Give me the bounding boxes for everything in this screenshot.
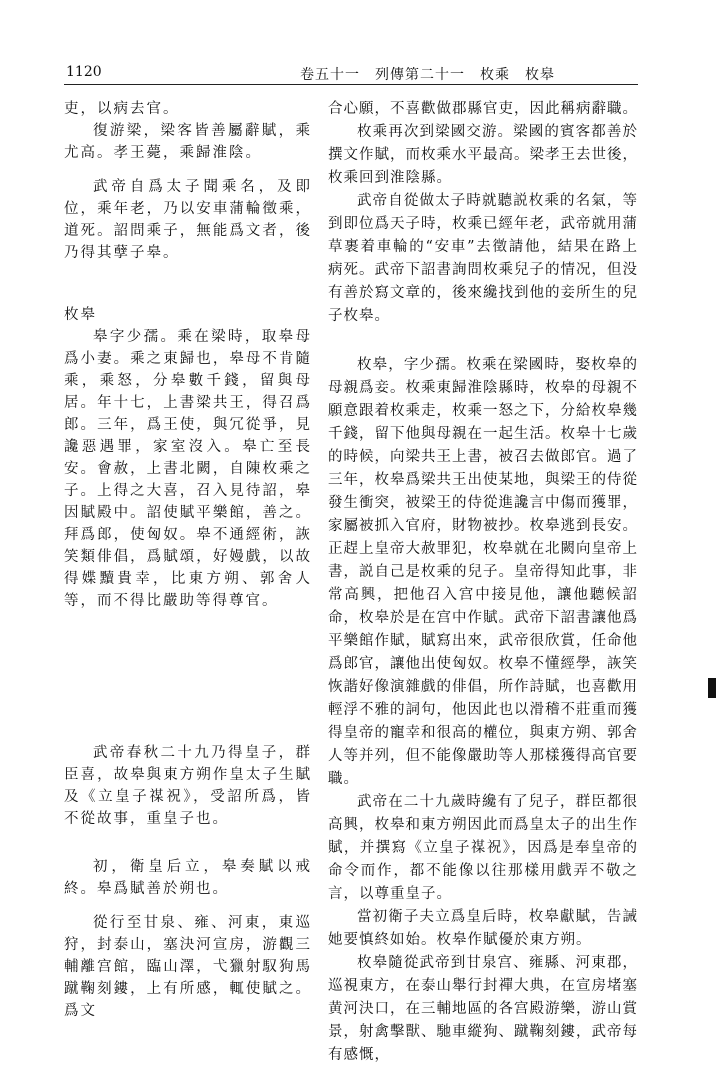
edge-mark <box>708 678 716 698</box>
classical-paragraph-7: 從行至甘泉、雍、河東，東巡狩，封泰山，塞決河宣房，游觀三輔離宫館，臨山澤，弋獵射馭狗馬蹴鞠刻鏤，上有所感，輒使賦之。爲文 <box>64 915 312 1019</box>
translation-paragraph-7: 枚皋隨從武帝到甘泉宫、雍縣、河東郡，巡視東方，在泰山舉行封禪大典，在宣房堵塞黄河決口，在三輔地區的各宫殿游樂，游山賞景，射禽擊獸、馳車縱狗、蹴鞠刻鏤，武帝每有感慨， <box>328 955 638 1063</box>
running-head: 卷五十一 列傳第二十一 枚乘 枚皋 <box>300 67 555 83</box>
classical-paragraph-1: 吏，以病去官。 <box>64 101 180 117</box>
section-title: 枚皋 <box>64 307 97 323</box>
classical-paragraph-5: 武帝春秋二十九乃得皇子，群臣喜，故皋與東方朔作皇太子生賦及《立皇子禖祝》，受詔所爲，皆不從故事，重皇子也。 <box>64 745 312 827</box>
header-rule <box>64 84 638 85</box>
page-number: 1120 <box>66 64 102 80</box>
translation-text-column <box>328 98 638 1067</box>
classical-paragraph-3: 武帝自爲太子聞乘名，及即位，乘年老，乃以安車蒲輪徵乘，道死。詔問乘子，無能爲文者，後乃得其孽子皋。 <box>64 179 312 261</box>
translation-paragraph-6: 當初衛子夫立爲皇后時，枚皋獻賦，告誡她要慎終如始。枚皋作賦優於東方朔。 <box>328 909 638 948</box>
translation-paragraph-1: 合心願，不喜歡做郡縣官吏，因此稱病辭職。 <box>328 101 638 117</box>
classical-paragraph-2: 復游梁，梁客皆善屬辭賦，乘尤高。孝王薨，乘歸淮陰。 <box>64 123 312 161</box>
translation-paragraph-4: 枚皋，字少孺。枚乘在梁國時，娶枚皋的母親爲妾。枚乘東歸淮陰縣時，枚皋的母親不願意跟着枚乘走，枚乘一怒之下，分給枚皋幾千錢，留下他與母親在一起生活。枚皋十七歲的時候，向梁共王上書，被召去做郎官。過了三年，枚皋爲梁共王出使某地，與梁王的侍從發生衝突，被梁王的侍從進讒言中傷而獲罪，家屬被抓入官府，財物被抄。枚皋逃到長安。正趕上皇帝大赦罪犯，枚皋就在北闕向皇帝上書，説自己是枚乘的兒子。皇帝得知此事，非常高興，把他召入宫中接見他，讓他聽候詔命，枚皋於是在宫中作賦。武帝下詔書讓他爲平樂館作賦，賦寫出來，武帝很欣賞，任命他爲郎官，讓他出使匈奴。枚皋不懂經學，詼笑恢諧好像演雜戲的俳倡，所作詩賦，也喜歡用輕浮不雅的詞句，他因此也以滑稽不莊重而獲得皇帝的寵幸和很高的權位，與東方朔、郭舍人等并列，但不能像嚴助等人那樣獲得高官要職。 <box>328 357 638 787</box>
translation-paragraph-3: 武帝自從做太子時就聽説枚乘的名氣，等到即位爲天子時，枚乘已經年老，武帝就用蒲草裹着車輪的“安車”去徵請他，結果在路上病死。武帝下詔書詢問枚乘兒子的情况，但没有善於寫文章的，後來纔找到他的妾所生的兒子枚皋。 <box>328 193 638 324</box>
classical-paragraph-6: 初，衛皇后立，皋奏賦以戒終。皋爲賦善於朔也。 <box>64 859 312 897</box>
translation-paragraph-2: 枚乘再次到梁國交游。梁國的賓客都善於撰文作賦，而枚乘水平最高。梁孝王去世後，枚乘回到淮陰縣。 <box>328 124 638 186</box>
translation-paragraph-5: 武帝在二十九歲時纔有了兒子，群臣都很高興，枚皋和東方朔因此而爲皇太子的出生作賦，并撰寫《立皇子禖祝》，因爲是奉皇帝的命令而作，都不能像以往那樣用戲弄不敬之言，以尊重皇子。 <box>328 794 638 902</box>
classical-paragraph-4: 皋字少孺。乘在梁時，取皋母爲小妻。乘之東歸也，皋母不肯隨乘，乘怒，分皋數千錢，留與母居。年十七，上書梁共王，得召爲郎。三年，爲王使，與冗從爭，見讒惡遇罪，家室沒入。皋亡至長安。會赦，上書北闕，自陳枚乘之子。上得之大喜，召入見待詔，皋因賦殿中。詔使賦平樂館，善之。拜爲郎，使匈奴。皋不通經術，詼笑類俳倡，爲賦頌，好嫚戲，以故得媟黷貴幸，比東方朔、郭舍人等，而不得比嚴助等得尊官。 <box>64 329 312 609</box>
classical-text-column <box>64 98 312 1022</box>
